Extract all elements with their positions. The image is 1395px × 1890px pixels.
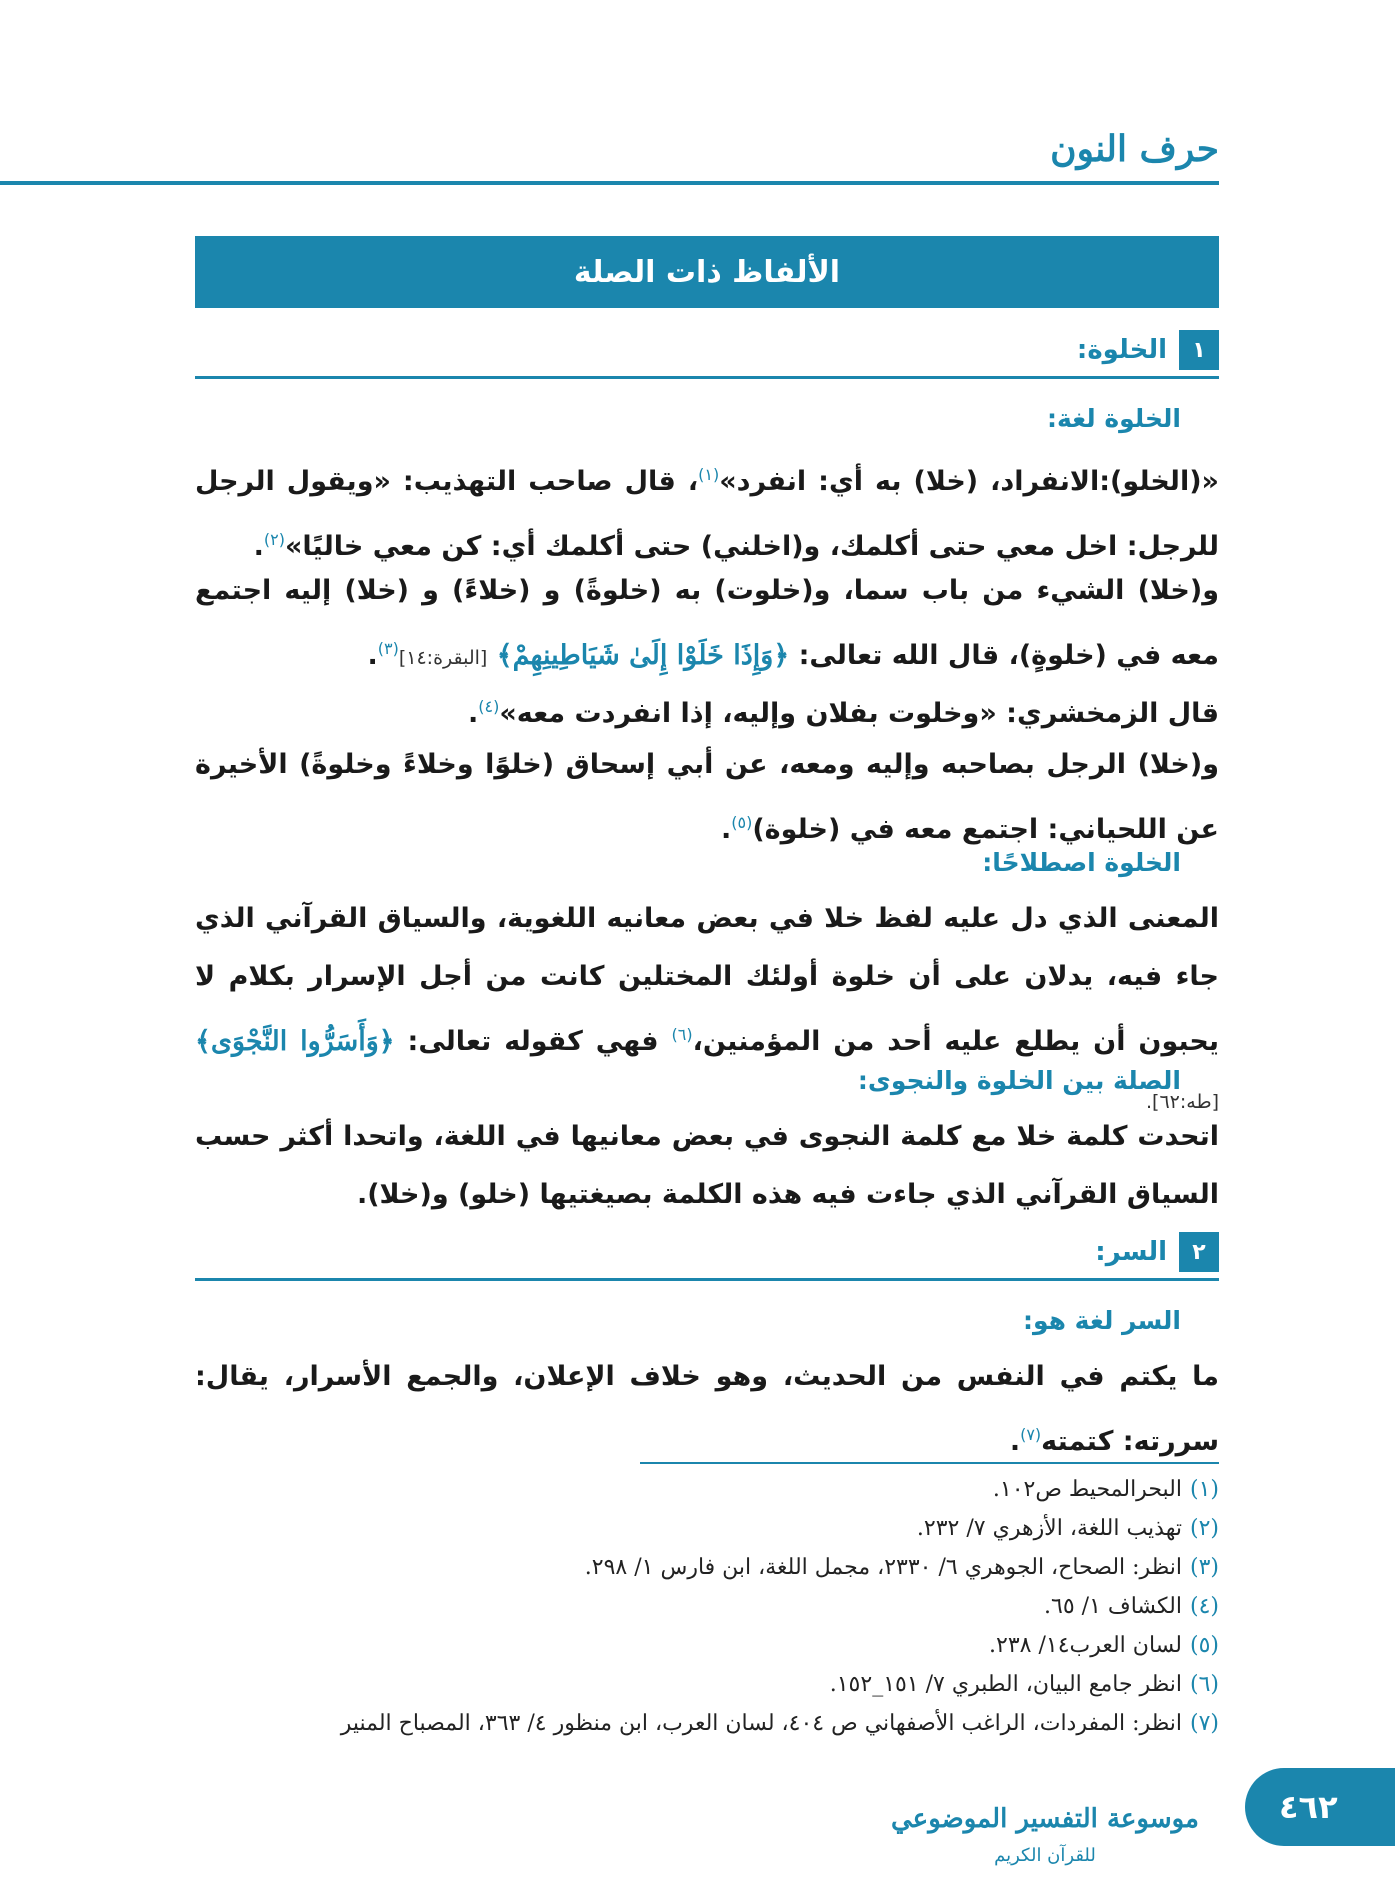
- footnote-number: (٤): [1189, 1594, 1219, 1619]
- text: فهي كقوله تعالى:: [407, 1026, 672, 1057]
- footnote-text: انظر: المفردات، الراغب الأصفهاني ص ٤٠٤، لسان العرب، ابن منظور ٤/ ٣٦٣، المصباح المنير: [340, 1711, 1182, 1736]
- running-header: حرف النون: [1050, 128, 1219, 170]
- footnote-number: (٣): [1189, 1555, 1219, 1580]
- footnote-item: [195, 1470, 1219, 1509]
- encyclopedia-logo: [891, 1785, 1199, 1875]
- text: ، قال صاحب التهذيب: «ويقول الرجل للرجل: اخل معي حتى أكلمك، و(اخلني) حتى أكلمك أي: كن معي خاليًا»: [195, 466, 1219, 562]
- paragraph: [195, 736, 1219, 859]
- text: «(الخلو):الانفراد، (خلا) به أي: انفرد»: [719, 466, 1219, 497]
- section-title: السر:: [1095, 1237, 1167, 1267]
- footnote-item: [195, 1665, 1219, 1704]
- logo-sub-text: للقرآن الكريم: [994, 1845, 1096, 1866]
- footnote-number: (١): [1189, 1477, 1219, 1502]
- footnote-ref[interactable]: (٤): [478, 697, 500, 716]
- subheading-relation: الصلة بين الخلوة والنجوى:: [857, 1066, 1181, 1095]
- page-number: ٤٦٢: [1245, 1768, 1395, 1846]
- footnote-text: الكشاف ١/ ٦٥.: [1044, 1594, 1182, 1619]
- section-number-badge: ٢: [1179, 1232, 1219, 1272]
- footnote-ref[interactable]: (٥): [731, 813, 753, 832]
- footnote-ref[interactable]: (٦): [671, 1025, 693, 1044]
- footnote-number: (٦): [1189, 1672, 1219, 1697]
- footnote-ref[interactable]: (٢): [263, 530, 285, 549]
- section-heading-2: [195, 1228, 1219, 1276]
- verse-citation: [البقرة:١٤]: [398, 647, 488, 669]
- paragraph: [195, 678, 1219, 743]
- footnote-item: [195, 1704, 1219, 1743]
- section-rule: [195, 1278, 1219, 1281]
- text: و(خلا) الشيء من باب سما، و(خلوت) به (خلوةً) و (خلاءً) و (خلا) إليه اجتمع معه في (خلوةٍ)، قال الله تعالى:: [195, 575, 1219, 671]
- text: ما يكتم في النفس من الحديث، وهو خلاف الإعلان، والجمع الأسرار، يقال: سررته: كتمته: [195, 1361, 1219, 1457]
- header-rule: [0, 181, 1219, 185]
- footnote-text: تهذيب اللغة، الأزهري ٧/ ٢٣٢.: [916, 1516, 1182, 1541]
- paragraph: [195, 1348, 1219, 1471]
- subheading-lang: السر لغة هو:: [1022, 1306, 1181, 1335]
- text: و(خلا) الرجل بصاحبه وإليه ومعه، عن أبي إسحاق (خلوًا وخلاءً وخلوةً) الأخيرة عن اللحياني: اجتمع معه في (خلوة): [195, 749, 1219, 845]
- quran-verse: ﴿وَأَسَرُّوا النَّجْوَى﴾: [195, 1026, 395, 1057]
- logo-main-text: موسوعة التفسير الموضوعي: [891, 1804, 1199, 1834]
- text: .: [367, 640, 378, 671]
- footnotes-list: [195, 1470, 1219, 1743]
- footnote-item: [195, 1509, 1219, 1548]
- footnote-item: [195, 1548, 1219, 1587]
- subheading-term: الخلوة اصطلاحًا:: [982, 848, 1181, 877]
- paragraph: [195, 562, 1219, 687]
- footnote-ref[interactable]: (١): [698, 465, 720, 484]
- footnote-ref[interactable]: (٣): [377, 639, 399, 658]
- footnote-rule: [640, 1462, 1219, 1464]
- section-title: الخلوة:: [1076, 335, 1167, 365]
- quran-verse: ﴿وَإِذَا خَلَوْا إِلَىٰ شَيَاطِينِهِمْ﴾: [496, 640, 790, 671]
- text: المعنى الذي دل عليه لفظ خلا في بعض معانيه اللغوية، والسياق القرآني الذي جاء فيه، يدلان على أن خلوة أولئك المختلين كانت من أجل الإسرار بكلام لا يحبون أن يطلع عليه أحد من المؤمنين،: [195, 903, 1219, 1057]
- subheading-lang: الخلوة لغة:: [1047, 404, 1181, 433]
- footnote-text: انظر: الصحاح، الجوهري ٦/ ٢٣٣٠، مجمل اللغة، ابن فارس ١/ ٢٩٨.: [584, 1555, 1182, 1580]
- section-banner: [195, 236, 1219, 308]
- section-heading-1: [195, 326, 1219, 374]
- paragraph: [195, 446, 1219, 576]
- footnote-number: (٥): [1189, 1633, 1219, 1658]
- footnote-item: [195, 1626, 1219, 1665]
- banner-title: الألفاظ ذات الصلة: [573, 254, 841, 290]
- footnote-ref[interactable]: (٧): [1020, 1425, 1042, 1444]
- footnote-text: انظر جامع البيان، الطبري ٧/ ١٥١_١٥٢.: [829, 1672, 1182, 1697]
- text: قال الزمخشري: «وخلوت بفلان وإليه، إذا انفردت معه»: [499, 698, 1219, 729]
- text: .: [1009, 1426, 1021, 1457]
- section-rule: [195, 376, 1219, 379]
- verse-citation: [طه:٦٢].: [1146, 1091, 1219, 1113]
- text: اتحدت كلمة خلا مع كلمة النجوى في بعض معانيها في اللغة، واتحدا أكثر حسب السياق القرآني الذي جاءت فيه هذه الكلمة بصيغتيها (خلو) و(خلا).: [195, 1121, 1219, 1210]
- paragraph: [195, 1108, 1219, 1224]
- text: .: [467, 698, 479, 729]
- text: .: [253, 531, 264, 562]
- text: .: [720, 814, 732, 845]
- footnote-item: [195, 1587, 1219, 1626]
- section-number-badge: ١: [1179, 330, 1219, 370]
- footnote-number: (٧): [1189, 1711, 1219, 1736]
- footnote-text: لسان العرب١٤/ ٢٣٨.: [989, 1633, 1182, 1658]
- footnote-text: البحرالمحيط ص١٠٢.: [992, 1477, 1182, 1502]
- footnote-number: (٢): [1189, 1516, 1219, 1541]
